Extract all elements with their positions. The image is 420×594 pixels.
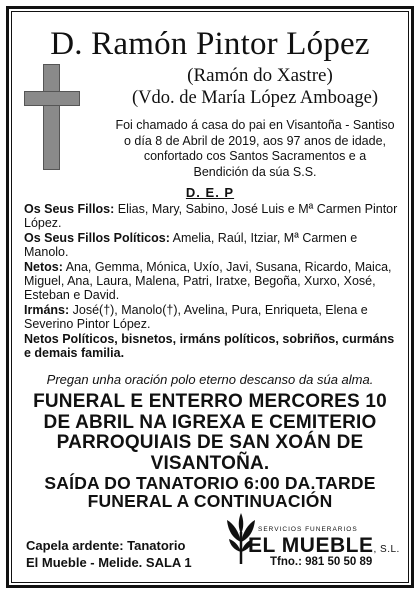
children-label: Os Seus Fillos: — [24, 202, 115, 216]
death-notice-line: o día 8 de Abril de 2019, aos 97 anos de idade, — [123, 133, 386, 148]
funeral-line: PARROQUIAIS DE SAN XOÁN DE — [56, 432, 364, 453]
children-entry — [24, 202, 400, 231]
funeral-announcement — [22, 392, 398, 510]
logo-services: SERVICIOS FUNERARIOS — [258, 526, 358, 533]
grandchildren-names: Ana, Gemma, Mónica, Uxío, Javi, Susana, Ricardo, Maica, Miguel, Ana, Laura, Malena, Patri, Iratxe, Begoña, Xurxo, Xosé, Esteban e David. — [24, 259, 392, 303]
children-names: Elias, Mary, Sabino, José Luis e Mª Carmen Pintor López. — [24, 202, 398, 231]
grandchildren-entry — [24, 260, 400, 303]
widower-note: (Vdo. de María López Amboage) — [131, 88, 379, 108]
siblings-label: Irmáns: — [24, 302, 70, 317]
dep-heading: D. E. P — [185, 185, 235, 200]
funeral-line: SAÍDA DO TANATORIO 6:00 DA.TARDE — [44, 473, 376, 493]
chapel-line: El Mueble - Melide. SALA 1 — [26, 555, 192, 570]
inlaws-label: Os Seus Fillos Políticos: — [24, 230, 170, 245]
other-family: Netos Políticos, bisnetos, irmáns políticos, sobriños, curmáns e demais familia. — [24, 331, 395, 361]
siblings-names: José(†), Manolo(†), Avelina, Pura, Enriqueta, Elena e Severino Pintor López. — [24, 302, 368, 332]
prayer-line: Pregan unha oración polo eterno descanso da súa alma. — [46, 372, 374, 387]
chapel-info — [26, 537, 192, 571]
siblings-entry — [24, 303, 400, 332]
death-notice-line: confortado cos Santos Sacramentos e a — [143, 149, 367, 163]
logo-brand-suffix: , S.L. — [373, 544, 400, 555]
death-notice-line: Bendición da súa S.S. — [193, 164, 317, 179]
funeral-home-logo — [224, 512, 400, 572]
death-notice — [100, 118, 410, 180]
grandchildren-label: Netos: — [24, 259, 63, 274]
nickname: (Ramón do Xastre) — [187, 65, 333, 86]
chapel-line: Capela ardente: Tanatorio — [26, 538, 186, 553]
family-list — [24, 202, 400, 360]
other-family-entry — [24, 332, 400, 361]
deceased-name: D. Ramón Pintor López — [50, 26, 370, 62]
logo-phone: Tfno.: 981 50 50 89 — [270, 556, 373, 568]
cross-icon — [24, 64, 80, 170]
logo-brand — [248, 534, 400, 558]
funeral-line: FUNERAL E ENTERRO MERCORES 10 — [33, 391, 387, 412]
death-notice-line: Foi chamado á casa do pai en Visantoña - Santiso — [115, 118, 395, 132]
funeral-line: FUNERAL A CONTINUACIÓN — [87, 491, 333, 511]
inlaws-entry — [24, 231, 400, 260]
inlaws-names: Amelia, Raúl, Itziar, Mª Carmen e Manolo. — [24, 230, 358, 260]
funeral-line: VISANTOÑA. — [150, 452, 270, 474]
logo-brand-name: EL MUEBLE — [248, 534, 374, 557]
funeral-line: DE ABRIL NA IGREXA E CEMITERIO — [43, 411, 377, 433]
